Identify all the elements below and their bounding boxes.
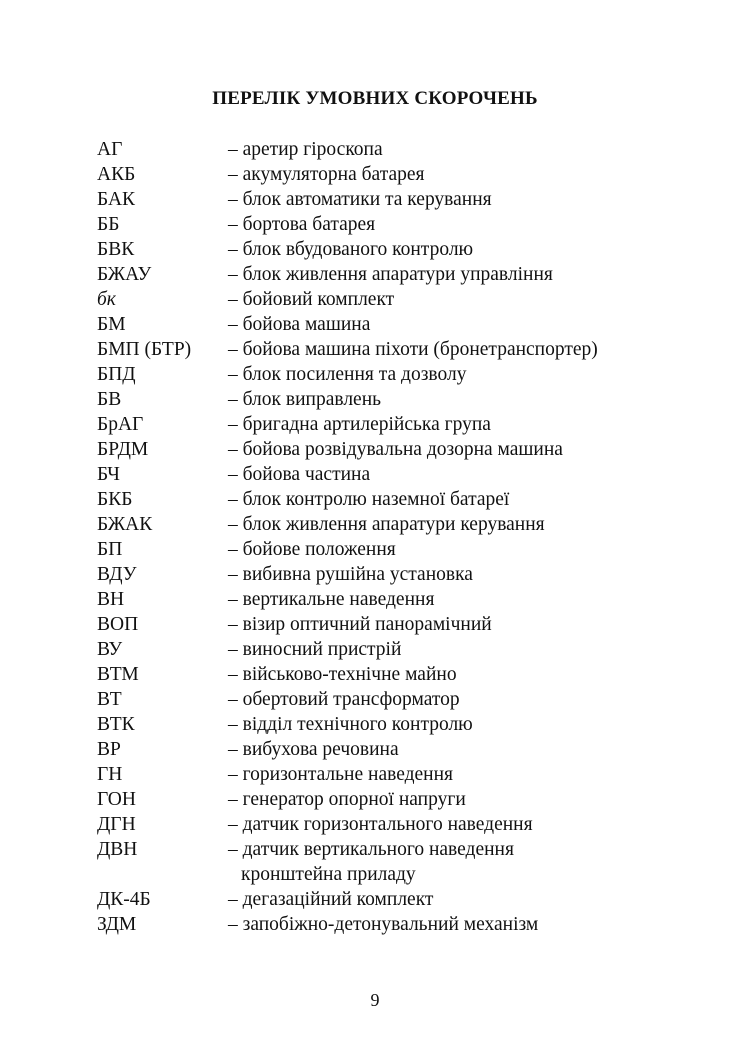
definition-text: – бойова машина <box>228 314 371 335</box>
abbreviation-definition <box>228 262 697 287</box>
abbreviation-definition <box>228 437 697 462</box>
abbreviation-row <box>97 162 697 187</box>
definition-text: – блок живлення апаратури управління <box>228 264 553 285</box>
abbreviation-definition <box>228 587 697 612</box>
abbreviation-row <box>97 537 697 562</box>
abbreviation-row <box>97 612 697 637</box>
definition-text: – військово-технічне майно <box>228 664 457 685</box>
abbreviation-definition <box>228 762 697 787</box>
definition-text: – аретир гіроскопа <box>228 139 383 160</box>
abbreviation-definition <box>228 412 697 437</box>
abbreviation-term: БПД <box>97 364 136 385</box>
abbreviation-term: ГОН <box>97 789 136 810</box>
abbreviation-definition <box>228 687 697 712</box>
abbreviation-row <box>97 687 697 712</box>
abbreviation-term: БВК <box>97 239 135 260</box>
abbreviation-row <box>97 137 697 162</box>
abbreviation-term: БРДМ <box>97 439 149 460</box>
abbreviation-definition <box>228 537 697 562</box>
abbreviation-term: БМ <box>97 314 126 335</box>
abbreviation-row <box>97 362 697 387</box>
abbreviation-row <box>97 812 697 837</box>
abbreviation-term: БКБ <box>97 489 133 510</box>
abbreviation-definition <box>228 487 697 512</box>
abbreviation-term: ДК-4Б <box>97 889 151 910</box>
abbreviation-definition <box>228 312 697 337</box>
abbreviation-row <box>97 187 697 212</box>
abbreviation-term: ВР <box>97 739 121 760</box>
abbreviation-row <box>97 637 697 662</box>
abbreviation-row <box>97 912 697 937</box>
abbreviation-row <box>97 662 697 687</box>
abbreviation-definition <box>228 387 697 412</box>
abbreviation-row <box>97 587 697 612</box>
abbreviation-term: БАК <box>97 189 136 210</box>
abbreviation-definition <box>228 287 697 312</box>
abbreviation-definition <box>228 362 697 387</box>
definition-text: – блок контролю наземної батареї <box>228 489 510 510</box>
abbreviation-row <box>97 887 697 912</box>
abbreviation-row <box>97 287 697 312</box>
abbreviation-row <box>97 762 697 787</box>
abbreviation-term: ВДУ <box>97 564 137 585</box>
definition-text: – обертовий трансформатор <box>228 689 460 710</box>
abbreviation-definition <box>228 462 697 487</box>
abbreviation-term: БВ <box>97 389 122 410</box>
abbreviation-definition <box>228 187 697 212</box>
definition-text: – бойова машина піхоти (бронетранспортер) <box>228 339 598 360</box>
definition-text: – вибивна рушійна установка <box>228 564 473 585</box>
definition-text: – бойовий комплект <box>228 289 395 310</box>
abbreviation-term: ВОП <box>97 614 139 635</box>
abbreviation-row <box>97 487 697 512</box>
abbreviation-term: ВТМ <box>97 664 139 685</box>
definition-text: – блок посилення та дозволу <box>228 364 467 385</box>
abbreviation-term: ВН <box>97 589 125 610</box>
definition-text: – бортова батарея <box>228 214 376 235</box>
abbreviation-row <box>97 312 697 337</box>
definition-text: – блок автоматики та керування <box>228 189 492 210</box>
abbreviation-term: ЗДМ <box>97 914 137 935</box>
abbreviation-definition <box>228 512 697 537</box>
abbreviation-row <box>97 712 697 737</box>
abbreviation-row <box>97 237 697 262</box>
definition-text: – бойова частина <box>228 464 371 485</box>
abbreviation-term: ВУ <box>97 639 123 660</box>
abbreviation-row <box>97 737 697 762</box>
definition-text: – вертикальне наведення <box>228 589 435 610</box>
abbreviation-row <box>97 212 697 237</box>
abbreviation-row <box>97 512 697 537</box>
abbreviation-definition <box>228 237 697 262</box>
definition-text: – відділ технічного контролю <box>228 714 473 735</box>
abbreviation-term: ББ <box>97 214 120 235</box>
abbreviation-term: ГН <box>97 764 123 785</box>
abbreviation-definition <box>228 662 697 687</box>
abbreviation-term: АКБ <box>97 164 136 185</box>
definition-text: – блок виправлень <box>228 389 382 410</box>
abbreviation-row <box>97 412 697 437</box>
definition-continuation: кронштейна приладу <box>241 864 416 885</box>
definition-text: – горизонтальне наведення <box>228 764 454 785</box>
definition-text: – виносний пристрій <box>228 639 402 660</box>
abbreviation-term: БЧ <box>97 464 120 485</box>
abbreviation-definition <box>228 637 697 662</box>
abbreviation-term: БМП (БТР) <box>97 339 192 360</box>
abbreviation-row <box>97 562 697 587</box>
definition-text: – вибухова речовина <box>228 739 399 760</box>
abbreviation-definition <box>228 212 697 237</box>
abbreviation-list <box>97 137 697 937</box>
abbreviation-row <box>97 787 697 812</box>
abbreviation-definition <box>228 337 697 362</box>
abbreviation-definition <box>228 887 697 912</box>
abbreviation-definition <box>228 737 697 762</box>
abbreviation-row <box>97 337 697 362</box>
definition-text: – бойова розвідувальна дозорна машина <box>228 439 563 460</box>
abbreviation-row <box>97 837 697 887</box>
definition-text: – акумуляторна батарея <box>228 164 425 185</box>
abbreviation-row <box>97 462 697 487</box>
abbreviation-definition <box>228 912 697 937</box>
abbreviation-term: БрАГ <box>97 414 144 435</box>
abbreviation-row <box>97 437 697 462</box>
abbreviation-definition <box>228 712 697 737</box>
definition-text: – бригадна артилерійська група <box>228 414 491 435</box>
definition-text: – блок вбудованого контролю <box>228 239 474 260</box>
definition-text: – генератор опорної напруги <box>228 789 466 810</box>
definition-text: – бойове положення <box>228 539 396 560</box>
abbreviation-term: АГ <box>97 139 123 160</box>
abbreviation-row <box>97 262 697 287</box>
abbreviation-term: бк <box>97 289 116 310</box>
abbreviation-definition <box>228 162 697 187</box>
abbreviation-term: ДВН <box>97 839 138 860</box>
page-title: ПЕРЕЛІК УМОВНИХ СКОРОЧЕНЬ <box>212 88 538 109</box>
abbreviation-row <box>97 387 697 412</box>
definition-text: – дегазаційний комплект <box>228 889 434 910</box>
abbreviation-definition <box>228 612 697 637</box>
abbreviation-term: ВТ <box>97 689 122 710</box>
definition-text: – візир оптичний панорамічний <box>228 614 492 635</box>
definition-text: – датчик горизонтального наведення <box>228 814 533 835</box>
abbreviation-definition <box>228 837 697 887</box>
abbreviation-definition <box>228 812 697 837</box>
abbreviation-term: БП <box>97 539 123 560</box>
abbreviation-term: ВТК <box>97 714 135 735</box>
definition-text: – датчик вертикального наведення <box>228 839 514 860</box>
abbreviation-term: БЖАУ <box>97 264 152 285</box>
page-number: 9 <box>370 990 380 1010</box>
definition-text: – блок живлення апаратури керування <box>228 514 545 535</box>
abbreviation-definition <box>228 787 697 812</box>
abbreviation-definition <box>228 137 697 162</box>
definition-text: – запобіжно-детонувальний механізм <box>228 914 539 935</box>
abbreviation-term: БЖАК <box>97 514 153 535</box>
abbreviation-definition <box>228 562 697 587</box>
abbreviation-term: ДГН <box>97 814 136 835</box>
